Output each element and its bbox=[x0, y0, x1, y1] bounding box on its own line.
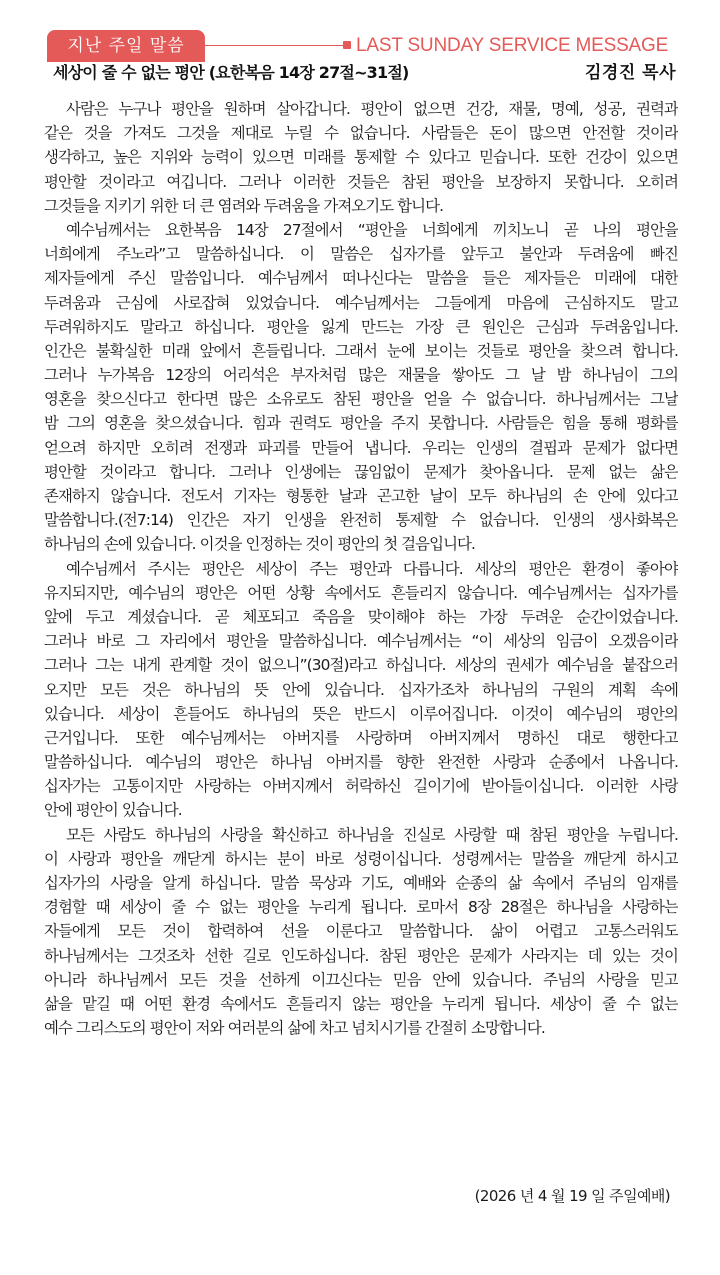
paragraph-line: 이 사랑과 평안을 깨닫게 하시는 분이 바로 성령이십니다. 성령께서는 말씀을 깨닫게 하시고 bbox=[44, 849, 678, 868]
paragraph-line: 말씀합니다.(전7:14) 인간은 자기 인생을 완전히 통제할 수 없습니다. 인생의 생사화복은 bbox=[44, 511, 678, 530]
paragraph-line: 너희에게 주노라”고 말씀하십니다. 이 말씀은 십자가를 앞두고 불안과 두려움에 빠진 bbox=[44, 245, 678, 264]
paragraph-line: 십자가의 사랑을 알게 하십니다. 말씀 묵상과 기도, 예배와 순종의 삶 속에서 주님의 임재를 bbox=[44, 874, 678, 892]
section-badge: 지난 주일 말씀 bbox=[47, 30, 205, 62]
paragraph-line: 앞에 두고 계셨습니다. 곧 체포되고 죽음을 맞이해야 하는 가장 두려운 순간이었습니다. bbox=[44, 607, 678, 626]
paragraph-line: 두려워하지도 말라고 하십니다. 평안을 잃게 만드는 가장 큰 원인은 근심과 두려움입니다. bbox=[44, 317, 678, 336]
paragraph-line: 평안할 것이라고 여깁니다. 그러나 이러한 것들은 참된 평안을 보장하지 못합니다. 오히려 bbox=[44, 172, 678, 191]
paragraph-line: 평안할 것이라고 합니다. 그러나 인생에는 끊임없이 문제가 찾아옵니다. 문제 없는 삶은 bbox=[44, 462, 678, 481]
paragraph-line: 그러나 누가복음 12장의 어리석은 부자처럼 많은 재물을 쌓아도 그 날 밤 하나님이 그의 bbox=[44, 366, 678, 385]
paragraph-line: 얻으려 하지만 오히려 전쟁과 파괴를 만들어 냅니다. 우리는 인생의 결핍과 문제가 없다면 bbox=[44, 438, 678, 457]
paragraph-line: 제자들에게 주신 말씀입니다. 예수님께서 떠나신다는 말씀을 들은 제자들은 미래에 대한 bbox=[44, 269, 678, 288]
paragraph-line: 예수님께서 주시는 평안은 세상이 주는 평안과 다릅니다. 세상의 평안은 환경이 좋아야 bbox=[66, 559, 678, 578]
sermon-title: 세상이 줄 수 없는 평안 (요한복음 14장 27절~31절) bbox=[53, 63, 409, 82]
english-section-title: LAST SUNDAY SERVICE MESSAGE bbox=[356, 35, 669, 56]
paragraph bbox=[44, 218, 678, 557]
paragraph-line: 그러나 바로 그 자리에서 평안을 말씀하십니다. 예수님께서는 “이 세상의 임금이 오겠음이라 bbox=[44, 632, 678, 651]
paragraph-line: 생각하고, 높은 지위와 능력이 있으면 미래를 통제할 수 있다고 믿습니다. 또한 건강이 있으면 bbox=[44, 148, 678, 167]
paragraph-line: 두려움과 근심에 사로잡혀 있었습니다. 예수님께서는 그들에게 마음에 근심하지도 말고 bbox=[44, 293, 678, 312]
paragraph bbox=[44, 823, 678, 1041]
paragraph-line: 삶을 맡길 때 어떤 환경 속에서도 흔들리지 않는 평안을 누리게 됩니다. 세상이 줄 수 없는 bbox=[44, 994, 678, 1013]
paragraph-line: 말씀하십니다. 예수님의 평안은 하나님 아버지를 향한 완전한 사랑과 순종에서 나옵니다. bbox=[44, 753, 678, 772]
paragraph-line: 예수 그리스도의 평안이 저와 여러분의 삶에 차고 넘치시기를 간절히 소망합니다. bbox=[44, 1019, 545, 1038]
service-date: (2026 년 4 월 19 일 주일예배) bbox=[474, 1187, 670, 1205]
paragraph-line: 근거입니다. 또한 예수님께서는 아버지를 사랑하며 아버지께서 명하신 대로 행한다고 bbox=[44, 728, 678, 747]
paragraph bbox=[44, 557, 678, 823]
paragraph-line: 영혼을 찾으신다고 한다면 많은 소유로도 참된 평안을 얻을 수 없습니다. 하나님께서는 그날 bbox=[44, 390, 678, 409]
paragraph-line: 사람은 누구나 평안을 원하며 살아갑니다. 평안이 없으면 건강, 재물, 명예, 성공, 권력과 bbox=[66, 100, 678, 118]
header-divider-line bbox=[205, 45, 345, 46]
paragraph-line: 안에 평안이 있습니다. bbox=[44, 801, 182, 820]
paragraph-line: 십자가는 고통이지만 사랑하는 아버지께서 허락하신 길이기에 받아들이십니다. 이러한 사랑 bbox=[44, 777, 678, 796]
paragraph-line: 유지되지만, 예수님의 평안은 어떤 상황 속에서도 흔들리지 않습니다. 예수님께서는 십자가를 bbox=[44, 583, 678, 602]
paragraph-line: 하나님의 손에 있습니다. 이것을 인정하는 것이 평안의 첫 걸음입니다. bbox=[44, 535, 476, 554]
paragraph-line: 그것들을 지키기 위한 더 큰 염려와 두려움을 가져오기도 합니다. bbox=[44, 196, 444, 215]
sermon-body bbox=[44, 97, 678, 1040]
paragraph-line: 존재하지 않습니다. 전도서 기자는 형통한 날과 곤고한 날이 모두 하나님의 손 안에 있다고 bbox=[44, 487, 678, 505]
paragraph-line: 모든 사람도 하나님의 사랑을 확신하고 하나님을 진실로 사랑할 때 참된 평안을 누립니다. bbox=[66, 825, 678, 844]
paragraph-line: 예수님께서는 요한복음 14장 27절에서 “평안을 너희에게 끼치노니 곧 나의 평안을 bbox=[66, 220, 678, 239]
paragraph-line: 인간은 불확실한 미래 앞에서 흔들립니다. 그래서 눈에 보이는 것들로 평안을 찾으려 합니다. bbox=[44, 341, 678, 360]
paragraph-line: 경험할 때 세상이 줄 수 없는 평안을 누리게 됩니다. 로마서 8장 28절은 하나님을 사랑하는 bbox=[44, 898, 678, 917]
paragraph-line: 오지만 모든 것은 하나님의 뜻 안에 있습니다. 십자가조차 하나님의 구원의 계획 속에 bbox=[44, 680, 678, 699]
paragraph-line: 있습니다. 세상이 흔들어도 하나님의 뜻은 반드시 이루어집니다. 이것이 예수님의 평안의 bbox=[44, 704, 678, 723]
paragraph bbox=[44, 97, 678, 218]
pastor-name: 김경진 목사 bbox=[584, 63, 676, 83]
paragraph-line: 같은 것을 가져도 그것을 제대로 누릴 수 없습니다. 사람들은 돈이 많으면 안전할 것이라 bbox=[44, 124, 678, 143]
paragraph-line: 아니라 하나님께서 모든 것을 선하게 이끄신다는 믿음 안에 있습니다. 주님의 사랑을 믿고 bbox=[44, 970, 678, 989]
divider-square-marker bbox=[343, 41, 351, 49]
paragraph-line: 하나님께서는 그것조차 선한 길로 인도하십니다. 참된 평안은 문제가 사라지는 데 있는 것이 bbox=[44, 946, 678, 965]
paragraph-line: 밤 그의 영혼을 찾으셨습니다. 힘과 권력도 평안을 주지 못합니다. 사람들은 힘을 통해 평화를 bbox=[44, 414, 678, 433]
paragraph-line: 자들에게 모든 것이 합력하여 선을 이룬다고 말씀합니다. 삶이 어렵고 고통스러워도 bbox=[44, 922, 678, 941]
paragraph-line: 그러나 그는 내게 관계할 것이 없으니”(30절)라고 하십니다. 세상의 권세가 예수님을 붙잡으러 bbox=[44, 656, 678, 675]
page-header bbox=[0, 0, 720, 90]
